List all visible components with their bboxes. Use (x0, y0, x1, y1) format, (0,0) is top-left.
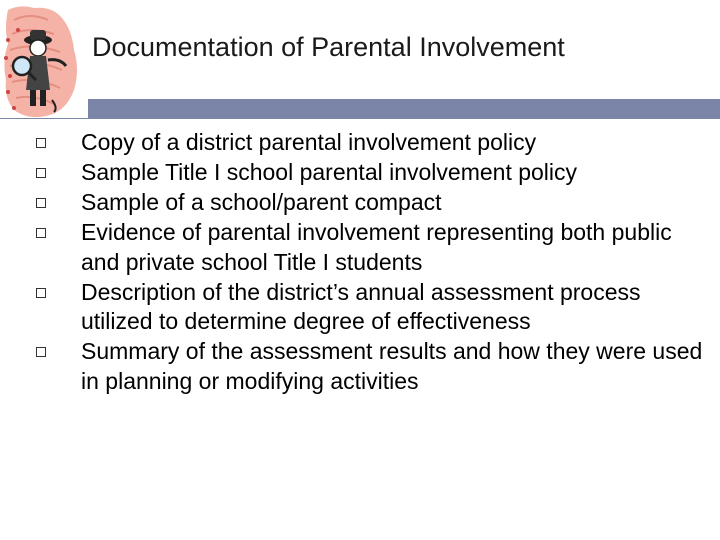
bullet-item (36, 218, 716, 277)
bullet-text: Copy of a district parental involvement policy (81, 129, 537, 155)
bullet-item (36, 188, 716, 218)
checkbox-bullet-icon (36, 288, 46, 298)
checkbox-bullet-icon (36, 168, 46, 178)
checkbox-bullet-icon (36, 347, 46, 357)
bullet-item (36, 158, 716, 188)
title-divider-line (0, 118, 720, 119)
checkbox-bullet-icon (36, 198, 46, 208)
title-divider-bar (88, 99, 720, 119)
bullet-text: Evidence of parental involvement representing both public and private school Title I students (81, 219, 672, 275)
slide-title: Documentation of Parental Involvement (92, 32, 565, 62)
bullet-item (36, 337, 716, 396)
title-divider (88, 99, 720, 119)
bullet-text: Sample of a school/parent compact (81, 189, 442, 215)
checkbox-bullet-icon (36, 228, 46, 238)
bullet-text: Description of the district’s annual assessment process utilized to determine degree of effectiveness (81, 278, 641, 334)
detective-magnifier-icon (0, 0, 96, 122)
bullet-text: Summary of the assessment results and how they were used in planning or modifying activities (81, 338, 703, 394)
bullet-item (36, 128, 716, 158)
bullet-list (36, 128, 716, 397)
bullet-text: Sample Title I school parental involvement policy (81, 159, 578, 185)
bullet-item (36, 278, 716, 337)
checkbox-bullet-icon (36, 138, 46, 148)
